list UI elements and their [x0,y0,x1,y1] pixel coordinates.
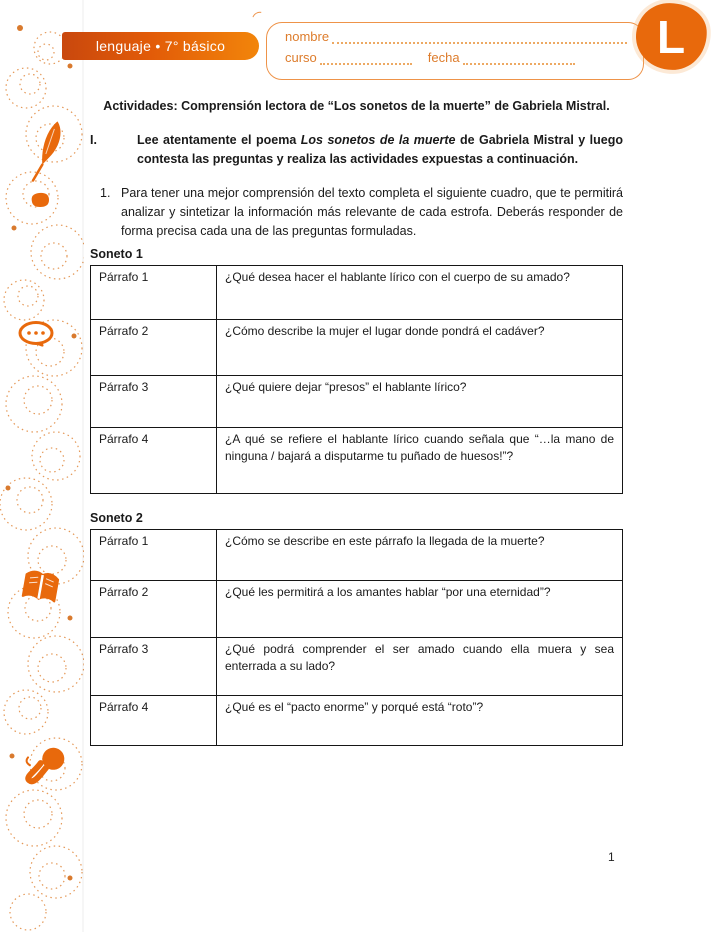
row-label: Párrafo 4 [91,428,217,494]
logo-letter: L [657,10,686,63]
student-info-box [266,22,644,80]
table-row [91,320,623,376]
curso-write-line [320,53,412,65]
section-text [137,131,623,169]
table-row [91,696,623,746]
section-text-lead: Lee atentamente el poema [137,133,301,147]
open-book-icon [23,570,59,601]
subject-banner-label: lenguaje • 7° básico [95,38,226,54]
nombre-row [285,30,627,44]
spacer [90,494,623,511]
decorative-curl [250,9,268,26]
ink-blob-icon [32,193,49,207]
swirl-ornament [0,0,84,932]
table-row [91,266,623,320]
soneto-1-table [90,265,623,494]
letter-l-logo [634,1,710,73]
nombre-label: nombre [285,29,330,44]
row-question: ¿Qué quiere dejar “presos” el hablante lírico? [217,376,623,428]
microphone-icon [25,747,66,782]
page-number: 1 [608,850,615,864]
row-question: ¿Qué es el “pacto enorme” y porqué está “roto”? [217,696,623,746]
fecha-write-line [463,53,575,65]
document-content [90,97,623,746]
poem-title: Los sonetos de la muerte [300,133,456,147]
row-question: ¿Cómo describe la mujer el lugar donde pondrá el cadáver? [217,320,623,376]
soneto-1-title: Soneto 1 [90,247,143,261]
row-label: Párrafo 3 [91,376,217,428]
section-text-tail: de Gabriela Mistral y luego contesta las preguntas y realiza las actividades expuestas a continuación. [137,133,624,166]
row-question: ¿A qué se refiere el hablante lírico cuando señala que “…la mano de ninguna / bajará a disputarme tu puñado de huesos!”? [217,428,623,494]
section-numeral: I. [90,133,97,147]
decorative-side-strip [0,0,84,932]
row-label: Párrafo 2 [91,581,217,638]
row-question: ¿Qué desea hacer el hablante lírico con el cuerpo de su amado? [217,266,623,320]
page-title: Actividades: Comprensión lectora de “Los sonetos de la muerte” de Gabriela Mistral. [103,99,610,113]
table-row [91,530,623,581]
row-label: Párrafo 3 [91,638,217,696]
fecha-label: fecha [427,50,460,65]
row-question: ¿Qué les permitirá a los amantes hablar “por una eternidad”? [217,581,623,638]
table-row [91,638,623,696]
row-label: Párrafo 1 [91,530,217,581]
curso-fecha-row [285,51,627,65]
quill-icon [33,119,62,183]
subject-banner [62,32,259,60]
activity-text: Para tener una mejor comprensión del texto completa el siguiente cuadro, que te permitirá analizar y sintetizar la información más relevante de cada estrofa. Deberás responder de forma precisa cada una de las preguntas formuladas. [121,186,623,238]
activity-number: 1. [100,186,111,200]
row-label: Párrafo 4 [91,696,217,746]
table-row [91,376,623,428]
row-question: ¿Qué podrá comprender el ser amado cuando ella muera y sea enterrada a su lado? [217,638,623,696]
row-label: Párrafo 2 [91,320,217,376]
instruction-section [90,131,623,169]
curso-label: curso [285,50,317,65]
soneto-2-table [90,529,623,746]
activity-item-1 [100,184,623,241]
table-row [91,581,623,638]
row-label: Párrafo 1 [91,266,217,320]
table-row [91,428,623,494]
swirl-dots [6,25,77,881]
speech-bubble-icon [20,323,52,347]
soneto-2-title: Soneto 2 [90,511,143,525]
row-question: ¿Cómo se describe en este párrafo la llegada de la muerte? [217,530,623,581]
nombre-write-line [332,32,627,44]
